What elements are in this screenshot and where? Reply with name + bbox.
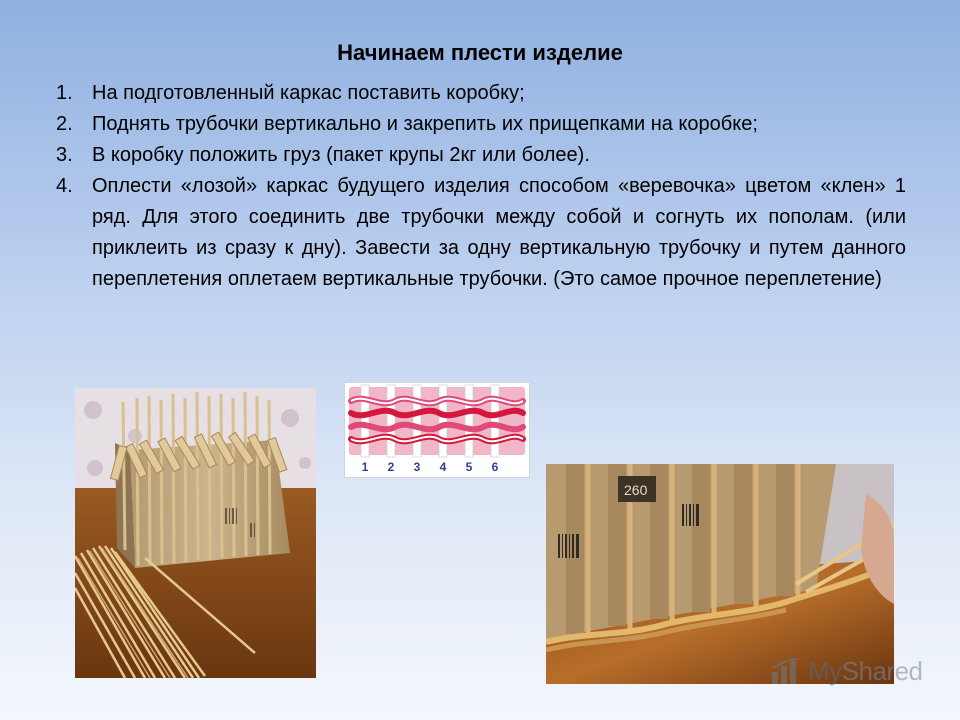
step-number: 1.	[56, 82, 73, 104]
diagram-number: 4	[439, 460, 447, 474]
watermark-text-shared: Shared	[841, 656, 923, 686]
steps-list	[56, 78, 906, 295]
step-number: 4.	[56, 175, 73, 197]
list-item	[56, 171, 906, 295]
diagram-number: 2	[387, 460, 395, 474]
list-item	[56, 78, 906, 109]
diagram-number: 3	[413, 460, 421, 474]
slide-title: Начинаем плести изделие	[337, 40, 623, 65]
step-text: Поднять трубочки вертикально и закрепить их прищепками на коробке;	[92, 113, 758, 135]
list-item	[56, 109, 906, 140]
list-item	[56, 140, 906, 171]
watermark-text-my: My	[808, 656, 842, 686]
step-number: 3.	[56, 144, 73, 166]
step-number: 2.	[56, 113, 73, 135]
diagram-number: 5	[465, 460, 473, 474]
photo-box-with-clothespins	[75, 388, 316, 678]
step-text: В коробку положить груз (пакет крупы 2кг или более).	[92, 144, 590, 166]
diagram-number: 1	[361, 460, 369, 474]
step-text: На подготовленный каркас поставить коробку;	[92, 82, 525, 104]
watermark	[770, 656, 923, 687]
photo-weaving-closeup	[546, 464, 894, 684]
diagram-number: 6	[491, 460, 499, 474]
weave-diagram	[344, 382, 530, 478]
step-text: Оплести «лозой» каркас будущего изделия способом «веревочка» цветом «клен» 1 ряд. Для этого соединить две трубочки между собой и согнуть их пополам. (или приклеить из сразу к дну). Завести за одну вертикальную трубочку и путем данного переплетения оплетаем вертикальные трубочки. (Это самое прочное переплетение)	[92, 175, 906, 290]
chart-logo-icon	[770, 658, 804, 686]
svg-text:260: 260	[624, 482, 648, 498]
